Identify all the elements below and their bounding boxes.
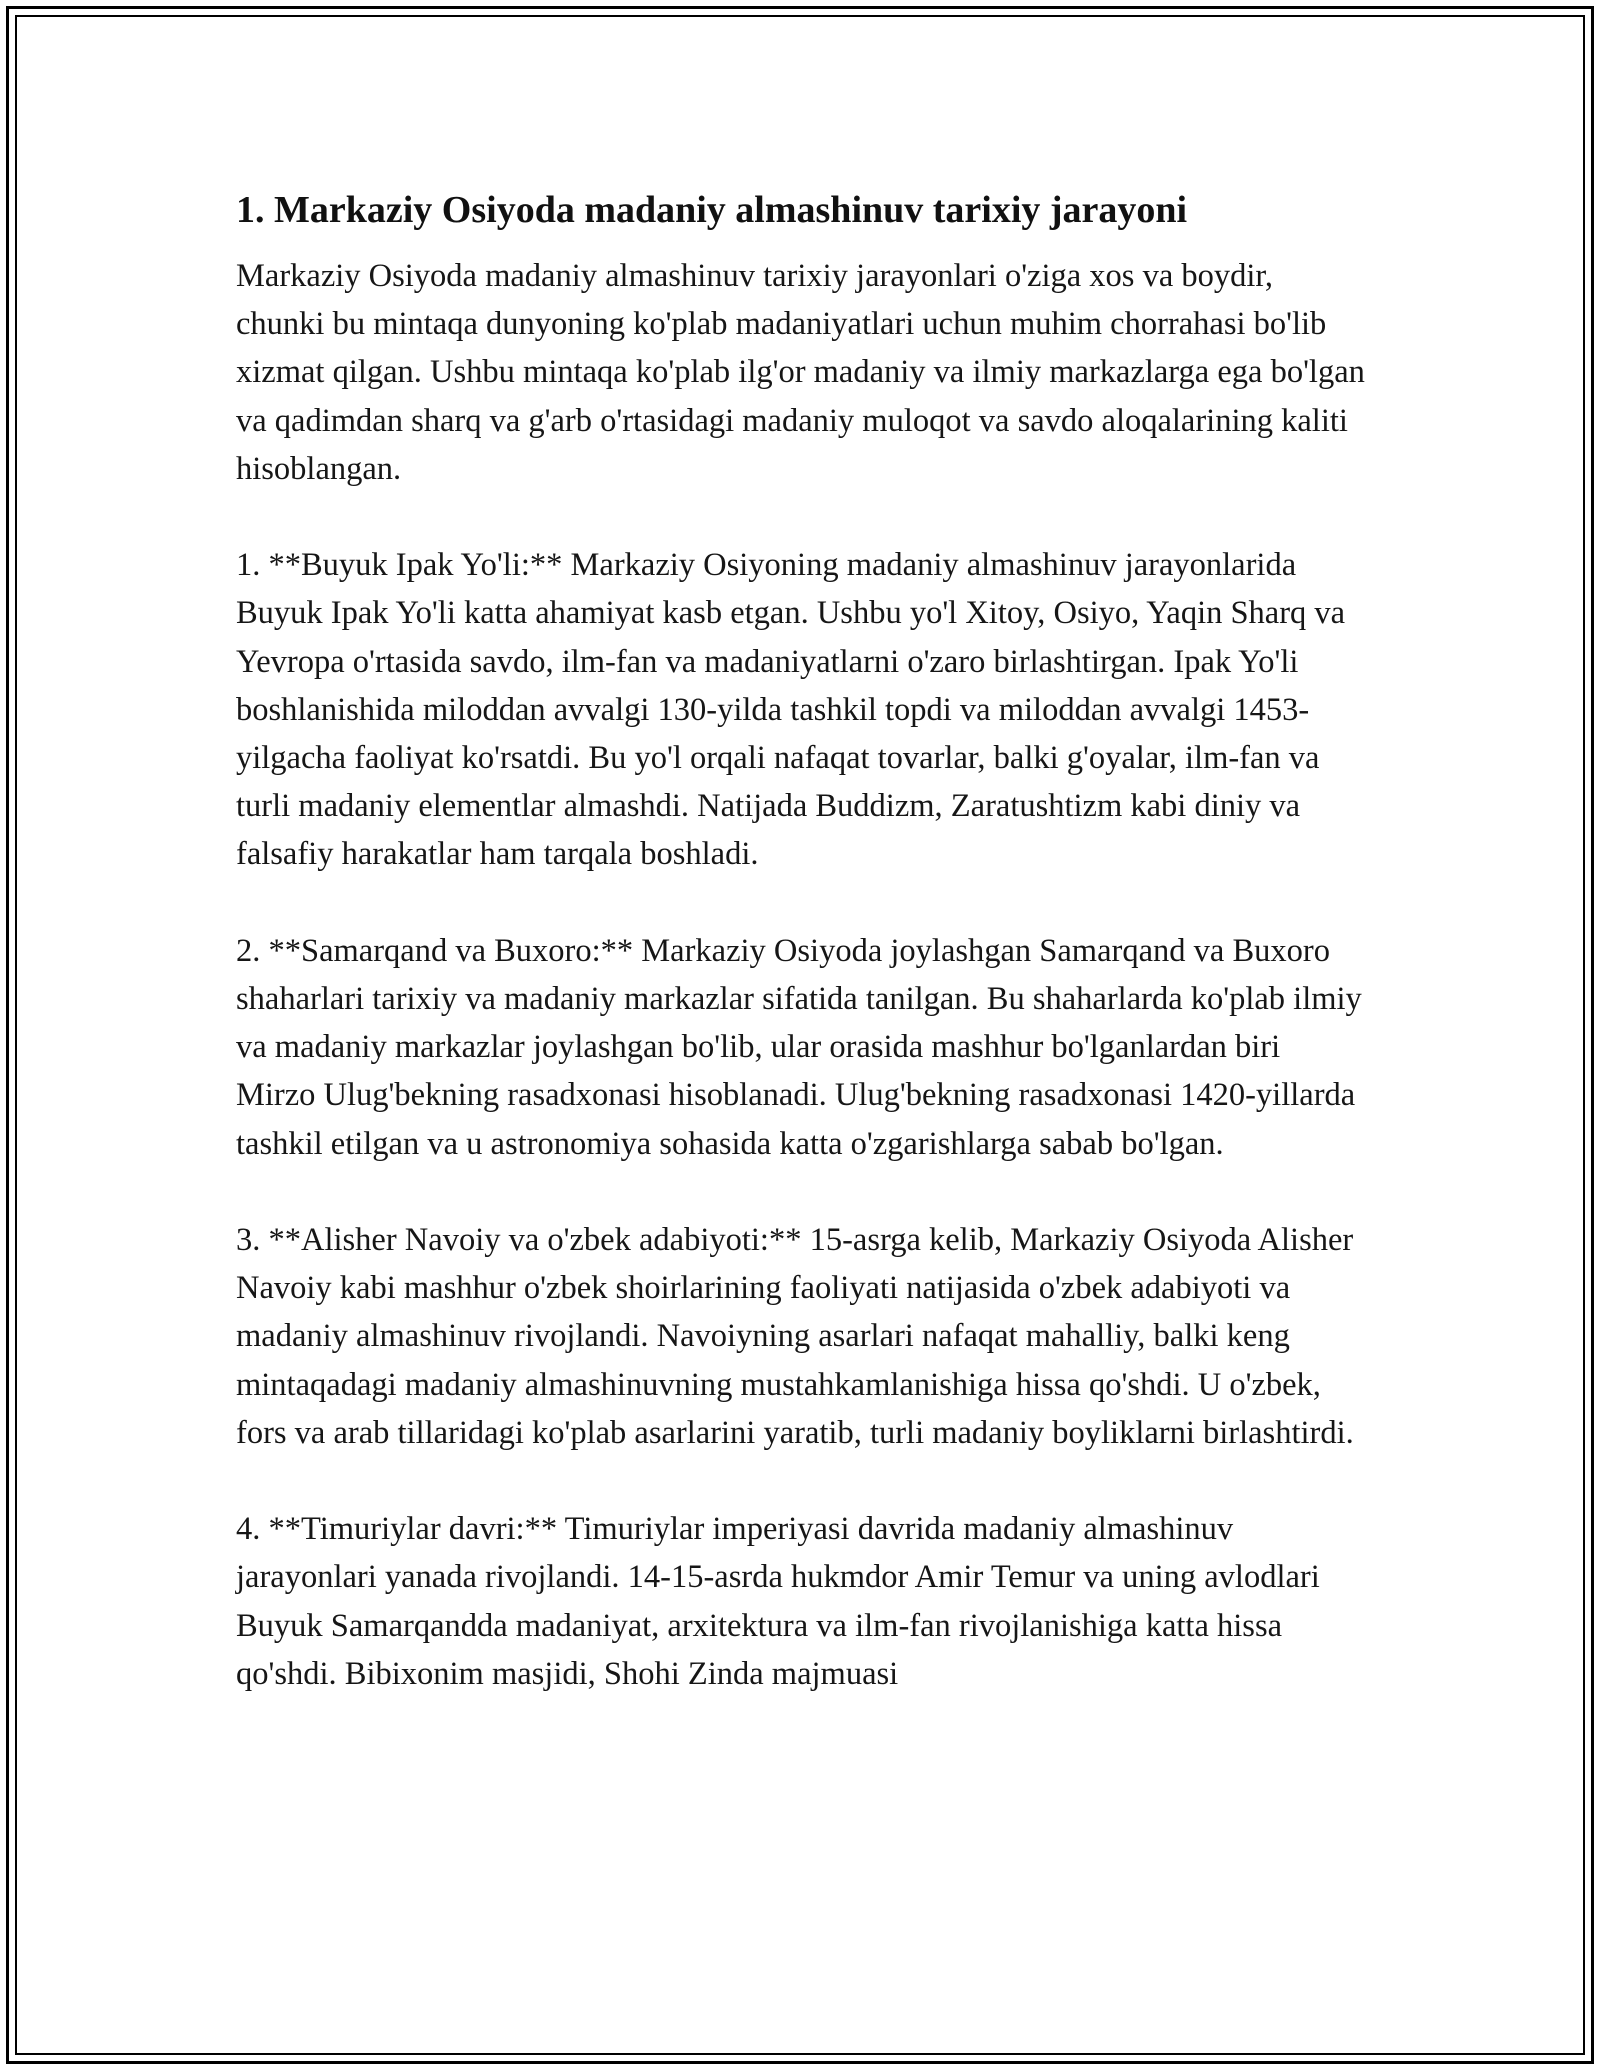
document-body <box>236 186 1366 1746</box>
paragraph-silk-road: 1. **Buyuk Ipak Yo'li:** Markaziy Osiyoning madaniy almashinuv jarayonlarida Buyuk Ipak Yo'li katta ahamiyat kasb etgan. Ushbu yo'l Xitoy, Osiyo, Yaqin Sharq va Yevropa o'rtasida savdo, ilm-fan va madaniyatlarni o'zaro birlashtirgan. Ipak Yo'li boshlanishida miloddan avvalgi 130-yilda tashkil topdi va miloddan avvalgi 1453-yilgacha faoliyat ko'rsatdi. Bu yo'l orqali nafaqat tovarlar, balki g'oyalar, ilm-fan va turli madaniy elementlar almashdi. Natijada Buddizm, Zaratushtizm kabi diniy va falsafiy harakatlar ham tarqala boshladi. <box>236 547 1346 873</box>
paragraph-navoiy: 3. **Alisher Navoiy va o'zbek adabiyoti:** 15-asrga kelib, Markaziy Osiyoda Alisher Navoiy kabi mashhur o'zbek shoirlarining faoliyati natijasida o'zbek adabiyoti va madaniy almashinuv rivojlandi. Navoiyning asarlari nafaqat mahalliy, balki keng mintaqadagi madaniy almashinuvning mustahkamlanishiga hissa qo'shdi. U o'zbek, fors va arab tillaridagi ko'plab asarlarini yaratib, turli madaniy boyliklarni birlashtirdi. <box>236 1222 1354 1451</box>
intro-paragraph: Markaziy Osiyoda madaniy almashinuv tarixiy jarayonlari o'ziga xos va boydir, chunki bu mintaqa dunyoning ko'plab madaniyatlari uchun muhim chorrahasi bo'lib xizmat qilgan. Ushbu mintaqa ko'plab ilg'or madaniy va ilmiy markazlarga ega bo'lgan va qadimdan sharq va g'arb o'rtasidagi madaniy muloqot va savdo aloqalarining kaliti hisoblangan. <box>236 258 1365 487</box>
paragraph-samarkand-bukhara: 2. **Samarqand va Buxoro:** Markaziy Osiyoda joylashgan Samarqand va Buxoro shaharlari tarixiy va madaniy markazlar sifatida tanilgan. Bu shaharlarda ko'plab ilmiy va madaniy markazlar joylashgan bo'lib, ular orasida mashhur bo'lganlardan biri Mirzo Ulug'bekning rasadxonasi hisoblanadi. Ulug'bekning rasadxonasi 1420-yillarda tashkil etilgan va u astronomiya sohasida katta o'zgarishlarga sabab bo'lgan. <box>236 932 1362 1162</box>
section-heading: 1. Markaziy Osiyoda madaniy almashinuv tarixiy jarayoni <box>236 189 1188 231</box>
paragraph-timurids: 4. **Timuriylar davri:** Timuriylar imperiyasi davrida madaniy almashinuv jarayonlari yanada rivojlandi. 14-15-asrda hukmdor Amir Temur va uning avlodlari Buyuk Samarqandda madaniyat, arxitektura va ilm-fan rivojlanishiga katta hissa qo'shdi. Bibixonim masjidi, Shohi Zinda majmuasi <box>236 1511 1320 1692</box>
